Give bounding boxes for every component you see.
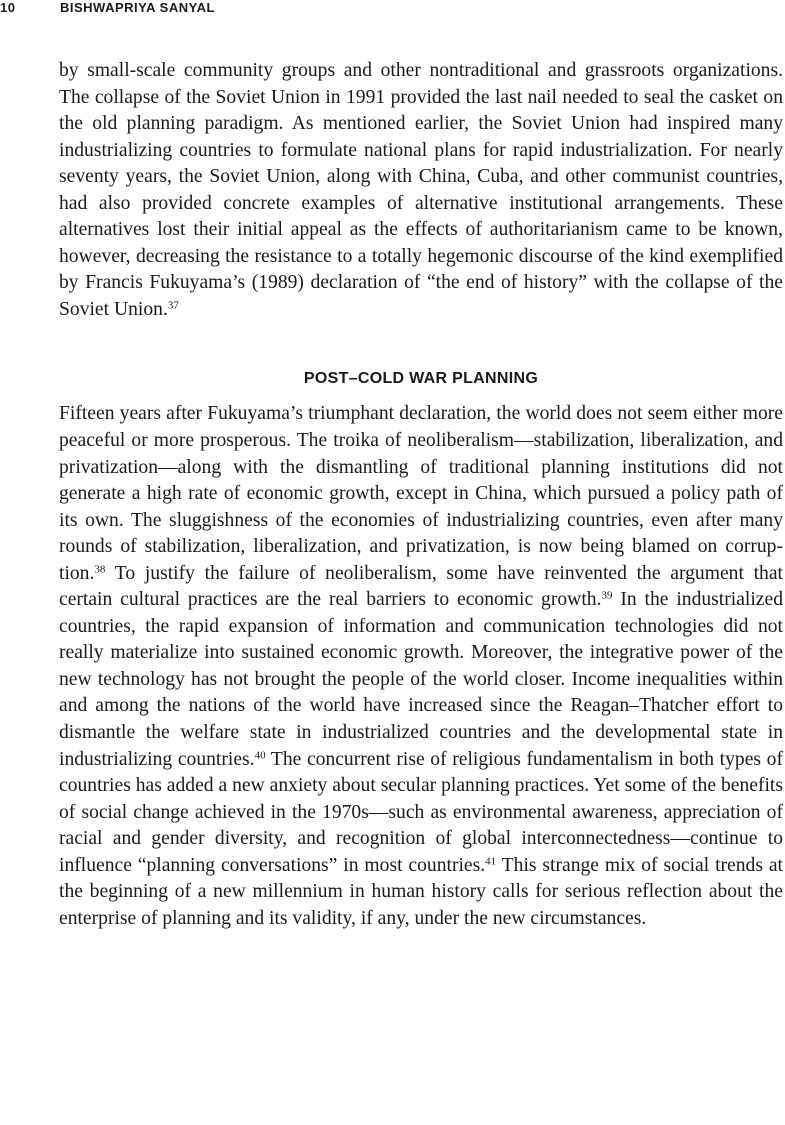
paragraph-1 — [59, 58, 783, 323]
footnote-ref-40: 40 — [254, 748, 266, 761]
paragraph-1-text: by small-scale community groups and other nontraditional and grassroots organizations. The collapse of the Soviet Union in 1991 provided the last nail needed to seal the casket on the old planning paradigm. As mentioned earlier, the Soviet Union had inspired many industrializing countries to formulate national plans for rapid industrialization. For nearly seventy years, the Soviet Union, along with China, Cuba, and other communist countries, had also provided concrete examples of alternative institutional arrangements. These alternatives lost their initial appeal as the effects of authoritarianism came to be known, however, decreasing the resistance to a totally hegemonic discourse of the kind exemplified by Francis Fukuyama’s (1989) declaration of “the end of history” with the collapse of the Soviet Union. — [59, 60, 783, 320]
author-name: BISHWAPRIYA SANYAL — [60, 0, 215, 15]
footnote-ref-39: 39 — [601, 589, 613, 602]
paragraph-2-text-5: This strange mix of social trends at the beginning of a new millennium in human history calls for serious reflection about the enterprise of planning and its validity, if any, under the new circumstances. — [59, 854, 783, 929]
paragraph-2-text-2: To justify the failure of neoliberalism, some have reinvented the argument that certain cultural practices are the real barriers to economic growth. — [59, 562, 783, 611]
section-heading: POST–COLD WAR PLANNING — [303, 370, 539, 388]
footnote-ref-37: 37 — [167, 299, 179, 312]
running-head — [0, 0, 215, 16]
page-number: 10 — [0, 0, 16, 15]
paragraph-2-text-3: In the industrialized countries, the rapid expansion of information and communication technologies did not really materialize into sustained economic growth. Moreover, the integrative power of the new technology has not brought the people of the world closer. Income inequalities within and among the nations of the world have increased since the Reagan–Thatcher effort to dismantle the welfare state in industrialized countries and the developmental state in industrializing countries. — [59, 589, 783, 770]
footnote-ref-38: 38 — [94, 563, 106, 576]
paragraph-2-text-1: Fifteen years after Fukuyama’s triumphant declaration, the world does not seem either more peaceful or more prosperous. The troika of neoliberalism—stabilization, liberalization, and privatization—along with the dismantling of traditional planning institutions did not generate a high rate of economic growth, except in China, which pursued a policy path of its own. The sluggishness of the economies of industrializing countries, even after many rounds of stabilization, liberalization, and privatization, is now being blamed on corruption. — [59, 403, 783, 584]
paragraph-2-text-4: The concurrent rise of religious fundamentalism in both types of countries has added a new anxiety about secular planning practices. Yet some of the benefits of social change achieved in the 1970s—such as environmental awareness, appreciation of racial and gender diversity, and recognition of global interconnectedness—continue to influence “planning conversations” in most countries. — [59, 748, 784, 876]
body-text — [59, 58, 783, 932]
footnote-ref-41: 41 — [485, 855, 497, 868]
paragraph-2 — [59, 401, 783, 932]
